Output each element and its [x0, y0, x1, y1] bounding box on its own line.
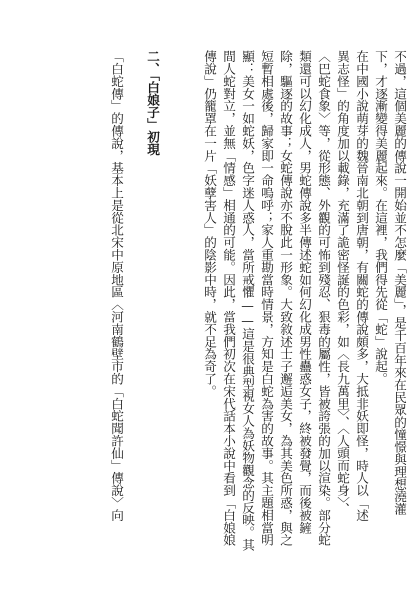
text-line: 〈巴蛇食象〉等，從形態、外觀的可怖到殘忍、狠毒的屬性，皆被誇張的加以渲染。部分蛇 [316, 50, 331, 546]
text-line: 類還可以幻化成人，男蛇傳說多半傳述蛇如何幻化成男性蠱惑女子，終被發覺，而後被鏟 [297, 50, 312, 534]
text-line: 下，才逐漸變得美麗起來。在這裡，我們得先從「蛇」說起。 [373, 50, 388, 385]
text-line: 除，驅逐的故事；女蛇傳說亦不脫此一形象。大致敘述士子邂逅美女，為其美色所惑，與之 [278, 50, 293, 546]
text-line: 間人蛇對立，並無「情感」相通的可能。因此，當我們初次在宋代話本小說中看到「白娘娘 [221, 50, 236, 546]
text-line: 在中國小說萌芽的魏晉南北朝到唐朝，有關蛇的傳說頗多，大抵非妖即怪，時人以「述 [354, 50, 369, 522]
text-line: 顯：美女一如蛇妖，色字迷人惑人，當所戒懼——這是很典型視女人為妖物觀念的反映。其 [240, 50, 255, 551]
text-line: 不過，這個美麗的傳說一開始並不怎麼「美麗」，是千百年來在民眾的憧憬與理想澆灌 [392, 50, 407, 515]
text-line: 傳說」仍籠罩在一片「妖孽害人」的陰影中時，就不足為奇了。 [202, 50, 217, 398]
text-line: 「白蛇傳」的傳說，基本上是從北宋中原地區〈河南鶴壁市的「白蛇聞許仙」傳說〉向 [109, 50, 124, 522]
text-line: 短暫相處後，歸家即一命嗚呼；家人重勘當時情景，方知是白蛇為害的故事。其主題相當明 [259, 50, 274, 546]
section-heading: 二、「白娘子」初現 [145, 50, 160, 156]
text-line: 異志怪」的角度加以載錄，充滿了詭密怪誕的色彩，如〈長九萬里〉、〈人頭而蛇身〉、 [335, 50, 350, 515]
